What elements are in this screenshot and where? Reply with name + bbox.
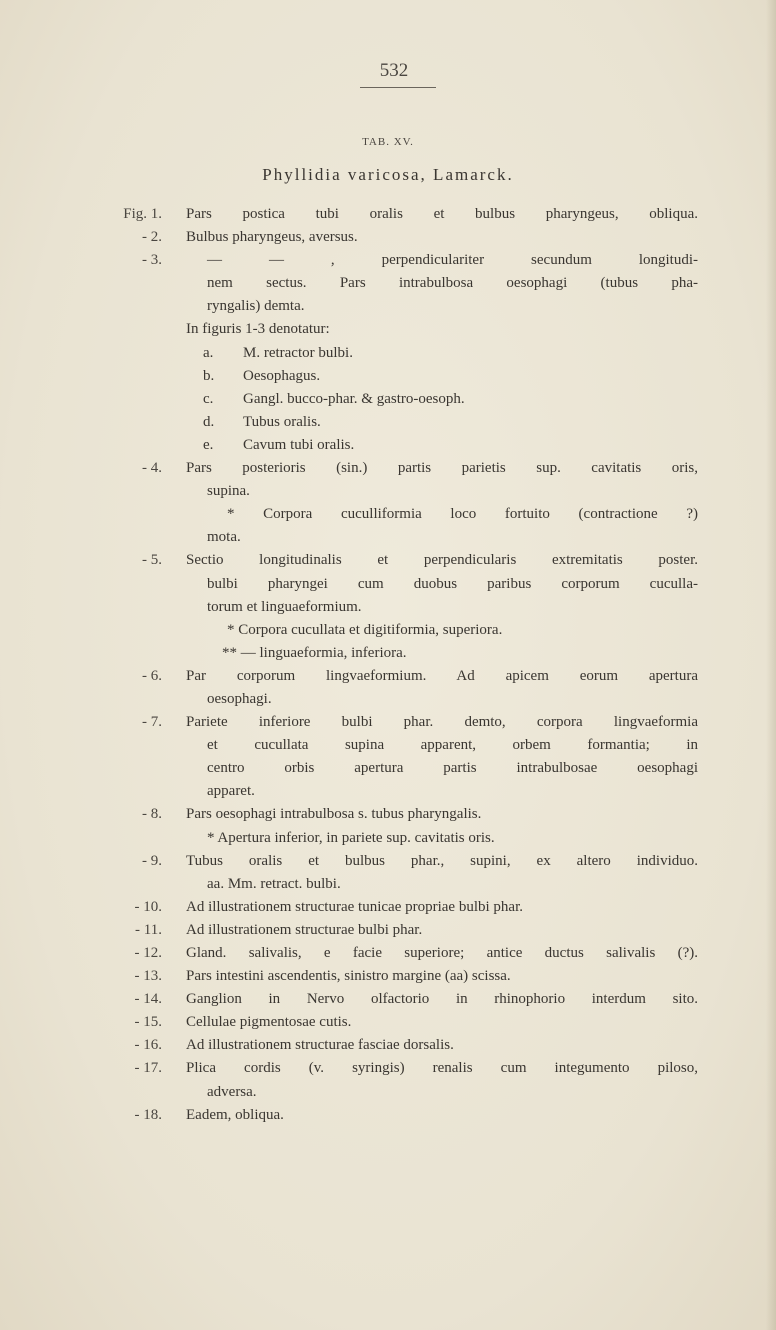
legend-line [0, 480, 776, 503]
label-description: Cavum tubi oralis. [243, 436, 355, 453]
species-title: Phyllidia varicosa, Lamarck. [262, 165, 514, 184]
legend-line [0, 619, 776, 642]
legend-line [0, 1034, 776, 1057]
label-letter: b. [203, 367, 215, 384]
legend-text: Tubus oralis et bulbus phar., supini, ex altero individuo. [186, 852, 698, 869]
legend-line [0, 757, 776, 780]
legend-text: Plica cordis (v. syringis) renalis cum integumento piloso, [186, 1060, 698, 1077]
legend-text: — — , perpendiculariter secundum longitudi- [207, 252, 698, 269]
page-number: 532 [379, 60, 409, 81]
legend-text: ryngalis) demta. [207, 298, 305, 315]
label-description: Oesophagus. [243, 367, 321, 384]
figure-number: - 11. [135, 921, 162, 938]
figure-number: - 15. [134, 1014, 162, 1031]
figure-number: - 4. [142, 460, 162, 477]
legend-text: Cellulae pigmentosae cutis. [186, 1014, 352, 1031]
legend-text: Sectio longitudinalis et perpendicularis extremitatis poster. [186, 552, 698, 569]
legend-text: Par corporum lingvaeformium. Ad apicem eorum apertura [186, 667, 698, 684]
figure-number: - 3. [142, 252, 162, 269]
legend-text: Pars posterioris (sin.) partis parietis sup. cavitatis oris, [186, 460, 698, 477]
legend-line [0, 988, 776, 1011]
legend-line [0, 526, 776, 549]
page-number-rule [360, 87, 436, 88]
legend-text: Eadem, obliqua. [186, 1106, 284, 1123]
legend-line [0, 203, 776, 226]
figure-number: - 12. [134, 945, 162, 961]
label-line [0, 365, 776, 388]
label-letter: d. [203, 413, 215, 430]
figure-number: - 13. [134, 968, 162, 985]
legend-text: apparet. [207, 783, 255, 800]
legend-text: Pars intestini ascendentis, sinistro margine (aa) scissa. [186, 968, 511, 985]
legend-line [0, 688, 776, 711]
legend-text: aa. Mm. retract. bulbi. [207, 875, 341, 892]
legend-text: adversa. [207, 1083, 257, 1100]
legend-text: * Apertura inferior, in pariete sup. cavitatis oris. [207, 829, 495, 846]
legend-line [0, 942, 776, 965]
legend-text: Ad illustrationem structurae fasciae dorsalis. [186, 1037, 454, 1054]
legend-line [0, 1104, 776, 1127]
legend-text: Gland. salivalis, e facie superiore; antice ductus salivalis (?). [186, 945, 698, 961]
figure-number: - 8. [142, 806, 162, 823]
legend-line [0, 780, 776, 803]
legend-line [0, 873, 776, 896]
label-letter: e. [203, 436, 214, 453]
legend-text: supina. [207, 483, 250, 500]
legend-line [0, 827, 776, 850]
legend-line [0, 318, 776, 341]
figure-number: - 14. [134, 991, 162, 1008]
figure-number: - 2. [142, 229, 162, 246]
figure-number: - 10. [134, 898, 162, 915]
legend-text: torum et linguaeformium. [207, 598, 362, 615]
legend-text: * Corpora cucullata et digitiformia, superiora. [227, 621, 503, 638]
legend-text: nem sectus. Pars intrabulbosa oesophagi (tubus pha- [207, 275, 698, 292]
legend-line [0, 573, 776, 596]
legend-line [0, 596, 776, 619]
label-description: M. retractor bulbi. [243, 344, 353, 361]
figure-legend [0, 203, 776, 1127]
legend-line [0, 896, 776, 919]
legend-line [0, 226, 776, 249]
label-letter: c. [203, 390, 214, 407]
figure-number: - 17. [134, 1060, 162, 1077]
label-description: Tubus oralis. [243, 413, 321, 430]
legend-text: Ad illustrationem structurae tunicae propriae bulbi phar. [186, 898, 523, 915]
label-letter: a. [203, 344, 214, 361]
legend-line [0, 965, 776, 988]
legend-text: In figuris 1-3 denotatur: [186, 321, 330, 338]
legend-line [0, 1081, 776, 1104]
legend-line [0, 850, 776, 873]
label-line [0, 342, 776, 365]
legend-text: Ad illustrationem structurae bulbi phar. [186, 921, 423, 938]
legend-text: oesophagi. [207, 690, 272, 707]
legend-line [0, 734, 776, 757]
legend-text: Ganglion in Nervo olfactorio in rhinophorio interdum sito. [186, 991, 698, 1008]
legend-text: et cucullata supina apparent, orbem formantia; in [207, 737, 698, 754]
legend-line [0, 803, 776, 826]
legend-line [0, 549, 776, 572]
label-description: Gangl. bucco-phar. & gastro-oesoph. [243, 390, 465, 407]
legend-line [0, 711, 776, 734]
legend-line [0, 295, 776, 318]
label-line [0, 411, 776, 434]
legend-line [0, 272, 776, 295]
legend-text: Bulbus pharyngeus, aversus. [186, 229, 358, 246]
figure-number: - 6. [142, 667, 162, 684]
legend-line [0, 642, 776, 665]
figure-number: - 9. [142, 852, 162, 869]
legend-line [0, 1011, 776, 1034]
legend-text: Pars oesophagi intrabulbosa s. tubus pharyngalis. [186, 806, 482, 823]
figure-number: - 7. [142, 714, 162, 731]
legend-line [0, 919, 776, 942]
figure-number: - 16. [134, 1037, 162, 1054]
legend-line [0, 457, 776, 480]
legend-text: mota. [207, 529, 241, 546]
legend-text: centro orbis apertura partis intrabulbosae oesophagi [207, 760, 698, 777]
legend-line [0, 665, 776, 688]
legend-line [0, 503, 776, 526]
figure-number: Fig. 1. [123, 206, 162, 222]
label-line [0, 434, 776, 457]
figure-number: - 18. [134, 1106, 162, 1123]
legend-text: Pariete inferiore bulbi phar. demto, corpora lingvaeformia [186, 714, 698, 731]
plate-label: TAB. XV. [362, 136, 414, 148]
legend-text: Pars postica tubi oralis et bulbus pharyngeus, obliqua. [186, 206, 698, 222]
legend-text: ** — linguaeformia, inferiora. [222, 644, 407, 661]
figure-number: - 5. [142, 552, 162, 569]
legend-text: * Corpora cuculliformia loco fortuito (contractione ?) [227, 506, 698, 523]
legend-line [0, 1057, 776, 1080]
legend-text: bulbi pharyngei cum duobus paribus corporum cuculla- [207, 575, 698, 592]
label-line [0, 388, 776, 411]
legend-line [0, 249, 776, 272]
